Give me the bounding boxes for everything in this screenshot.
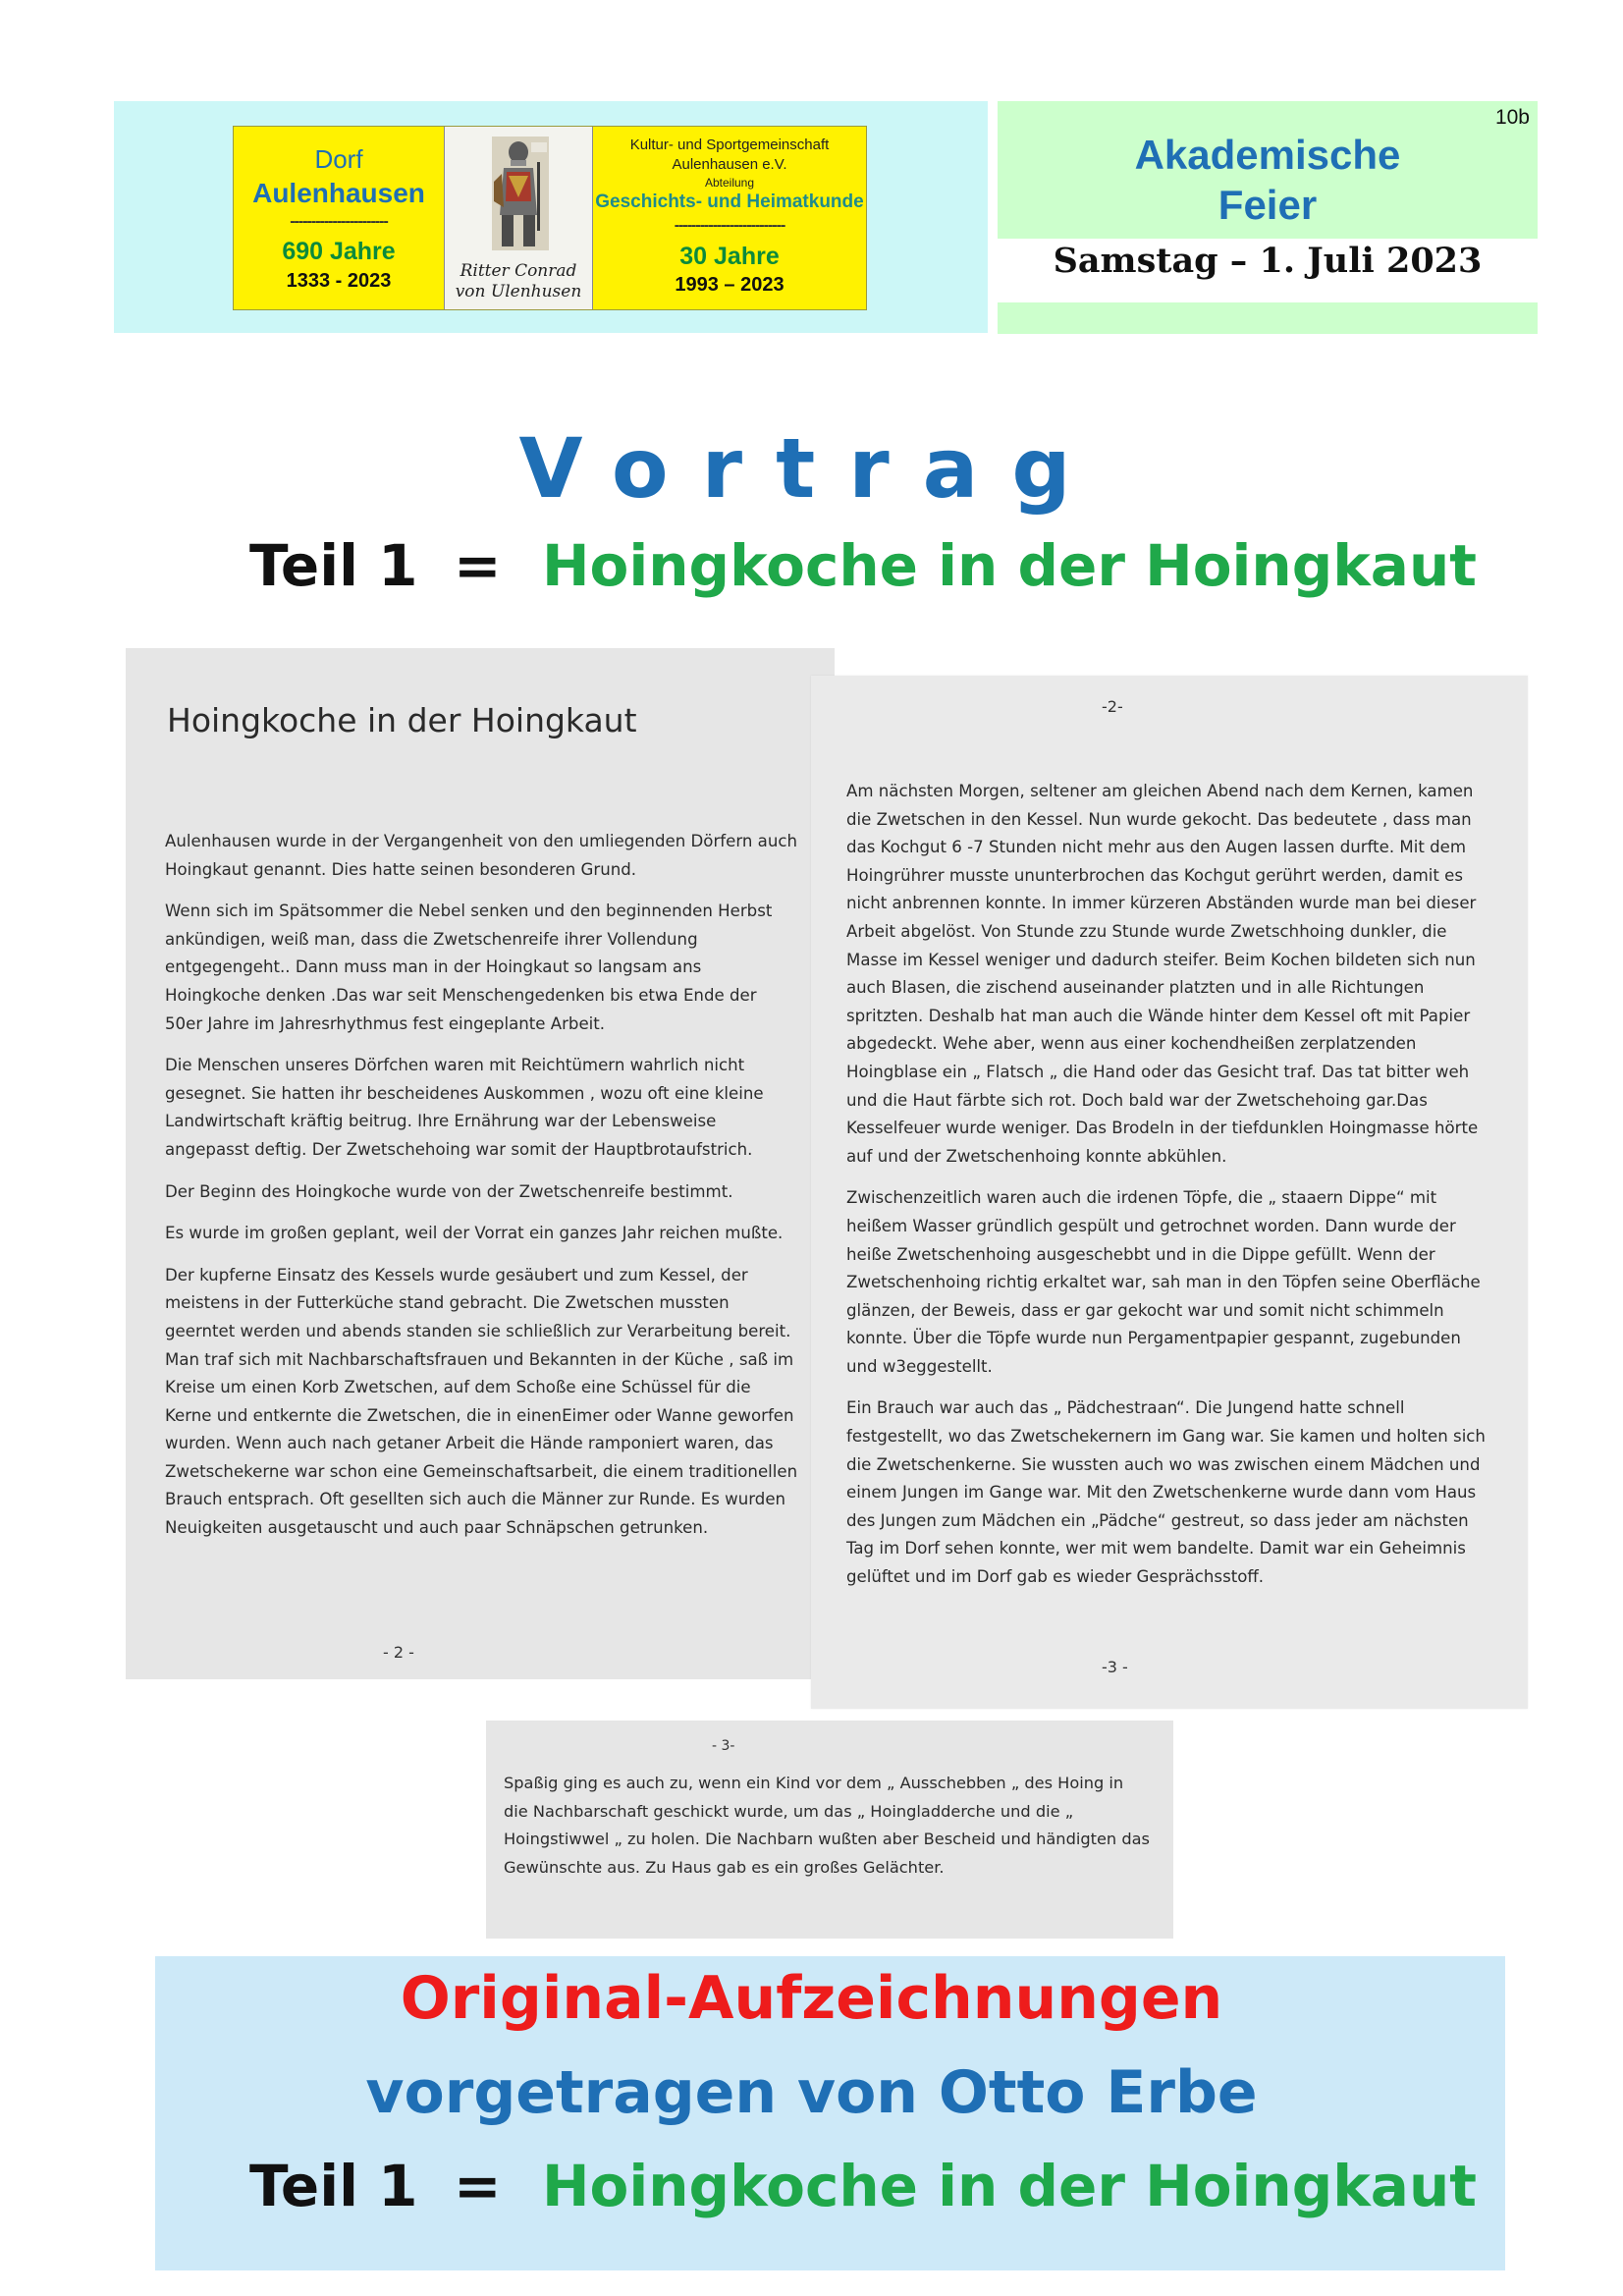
footer-presenter: vorgetragen von Otto Erbe (365, 2058, 1258, 2127)
scan1-paragraph: Der Beginn des Hoingkoche wurde von der Zwetschenreife bestimmt. (165, 1181, 733, 1201)
scan1-paragraph: Wenn sich im Spätsommer die Nebel senken und den beginnenden Herbst ankündigen, weiß man, dass die Zwetschenreife ihrer Vollendung entgegengeht.. Dann muss man in der Hoingkaut so langsam ans Hoingkoche denken .Das war seit Menschengedenken bis etwa Ende der 50er Jahre im Jahresrhythmus fest eingeplante Arbeit. (165, 902, 773, 1033)
talk-part-name: Hoingkoche in der Hoingkaut (542, 532, 1477, 599)
scan-page-title: Hoingkoche in der Hoingkaut (167, 701, 637, 739)
scan-page-number: - 2 - (383, 1643, 414, 1662)
scan2-paragraph: Ein Brauch war auch das „ Pädchestraan“. Die Jungend hatte schnell festgestellt, wo das Zwetschekernern im Gang war. Sie kamen und holten sich die Zwetschenkerne. Sie wussten auch wo was zwischen einem Mädchen und einem Jungen im Gange war. Mit den Zwetschenkerne wurde dann vom Haus des Jungen zum Mädchen ein „Pädche“ gestreut, so dass jeder am nächsten Tag im Dorf sehen konnte, wer mit wem bandelte. Damit war ein Geheimnis gelüftet und im Dorf gab es wieder Gesprächsstoff. (846, 1398, 1486, 1587)
scan2-paragraph: Am nächsten Morgen, seltener am gleichen Abend nach dem Kernen, kamen die Zwetschen in den Kessel. Nun wurde gekocht. Das bedeutete , dass man das Kochgut 6 -7 Stunden nicht mehr aus den Augen lassen durfte. Mit dem Hoingrührer musste ununterbrochen das Kochgut gerührt werden, damit es nicht anbrennen konnte. In immer kürzeren Abständen wurde man bei dieser Arbeit abgelöst. Von Stunde zzu Stunde wurde Zwetschhoing dunkler, die Masse im Kessel weniger und dadurch steifer. Beim Kochen bildeten sich nun auch Blasen, die zischend auseinander platzten und in alle Richtungen spritzten. Deshalb hat man auch die Wände hinter dem Kessel oft mit Papier abgedeckt. Wehe aber, wenn aus einer kochendheißen zerplatzenden Hoingblase ein „ Flatsch „ die Hand oder das Gesicht traf. Das tat bitter weh und die Haut färbte sich rot. Doch bald war der Zwetschehoing gar.Das Kesselfeuer wurde weniger. Das Brodeln in der tiefdunklen Hoingmasse hörte auf und der Zwetschenhoing konnte abkühlen. (846, 782, 1479, 1166)
scan1-paragraph: Der kupferne Einsatz des Kessels wurde gesäubert und zum Kessel, der meistens in der Futterküche stand gebracht. Die Zwetschen mussten geerntet werden und abends standen sie schließlich zur Verarbeitung bereit. Man traf sich mit Nachbarschaftsfrauen und Bekannten in der Küche , saß im Kreise um einen Korb Zwetschen, auf dem Schoße eine Schüssel für die Kerne und entkernte die Zwetschen, die in einenEimer oder Wanne geworfen wurden. Wenn auch nach getaner Arbeit die Hände ramponiert waren, das Zwetschekerne war schon eine Gemeinschaftsarbeit, die einem traditionellen Brauch entsprach. Oft gesellten sich auch die Männer zur Runde. Es wurden Neuigkeiten ausgetauscht und auch paar Schnäpschen getrunken. (165, 1265, 798, 1538)
talk-part-line (0, 532, 1623, 611)
knight-icon (445, 133, 592, 260)
footer-part-name: Hoingkoche in der Hoingkaut (542, 2153, 1477, 2219)
logo-divider: -------------------------- (674, 217, 785, 234)
event-title-line1: Akademische (1134, 132, 1401, 178)
scan3-paragraph: Spaßig ging es auch zu, wenn ein Kind vor dem „ Ausschebben „ des Hoing in die Nachbarschaft geschickt wurde, um das „ Hoingladderche und die „ Hoingstiwwel „ zu holen. Die Nachbarn wußten aber Bescheid und händigten das Gewünschte aus. Zu Haus gab es ein großes Gelächter. (504, 1774, 1150, 1877)
footer-part-line (0, 2153, 1623, 2231)
scan2-paragraph: Zwischenzeitlich waren auch die irdenen Töpfe, die „ staaern Dippe“ mit heißem Wasser gründlich gespült und getrochnet worden. Dann wurde der heiße Zwetschenhoing ausgeschebbt und in die Dippe gefüllt. Wenn der Zwetschenhoing richtig erkaltet war, sah man in den Töpfen seine Oberfläche glänzen, der Beweis, dass er gar gekocht war und somit nicht schimmeln konnte. Über die Töpfe wurde nun Pergamentpapier gespannt, zugebunden und w3eggestellt. (846, 1188, 1481, 1376)
logo-village-block (234, 127, 444, 309)
page-code: 10b (1494, 106, 1530, 129)
logo-club-block (593, 127, 866, 309)
scanned-page-3 (486, 1721, 1173, 1939)
scan-top-number: - 3- (712, 1738, 735, 1754)
scan-top-number: -2- (1102, 697, 1123, 716)
event-title (998, 130, 1538, 230)
logo-village-label: Dorf (314, 144, 363, 174)
scanned-page-2 (811, 676, 1528, 1709)
talk-part-label: Teil 1 (249, 532, 418, 599)
logo-village-span: 1333 - 2023 (286, 270, 392, 292)
knight-caption-line1: Ritter Conrad (460, 261, 577, 281)
scan1-paragraph: Es wurde im großen geplant, weil der Vorrat ein ganzes Jahr reichen mußte. (165, 1224, 784, 1243)
logo-club-assoc: Aulenhausen e.V. (672, 156, 787, 173)
logo-club-name: Kultur- und Sportgemeinschaft (629, 137, 830, 153)
footer-part-equals: = (454, 2153, 502, 2219)
scan-page-2-body (846, 778, 1494, 1606)
logo-club-abteilung: Abteilung (704, 176, 755, 190)
scanned-page-1 (126, 648, 835, 1679)
scan-page-1-body (165, 828, 798, 1557)
logo-club-department: Geschichts- und Heimatkunde (595, 191, 864, 212)
scan-page-3-body (504, 1770, 1152, 1895)
event-footer-strip (998, 302, 1538, 334)
event-date: Samstag – 1. Juli 2023 (1053, 241, 1483, 281)
scan1-paragraph: Aulenhausen wurde in der Vergangenheit von den umliegenden Dörfern auch Hoingkaut genannt. Dies hatte seinen besonderen Grund. (165, 832, 797, 879)
logo-divider: ----------------------- (290, 213, 388, 230)
logo-village-years: 690 Jahre (282, 238, 396, 265)
scan1-paragraph: Die Menschen unseres Dörfchen waren mit Reichtümern wahrlich nicht gesegnet. Sie hatten ihr bescheidenes Auskommen , wozu oft eine kleine Landwirtschaft kräftig beitrug. Ihre Ernährung war der Lebensweise angepasst deftig. Der Zwetschehoing war somit der Hauptbrotaufstrich. (165, 1056, 764, 1159)
logo-knight-block (444, 127, 593, 309)
talk-part-equals: = (454, 532, 502, 599)
logo-village-name: Aulenhausen (252, 178, 425, 208)
footer-title: Original-Aufzeichnungen (400, 1964, 1223, 2033)
logo-club-years: 30 Jahre (679, 243, 780, 270)
event-title-line2: Feier (1217, 182, 1318, 228)
logo-club-span: 1993 – 2023 (675, 274, 784, 296)
knight-caption-line2: von Ulenhusen (455, 282, 582, 301)
talk-title: Vortrag (518, 420, 1105, 517)
club-logo (233, 126, 867, 310)
footer-part-label: Teil 1 (249, 2153, 418, 2219)
scan-page-number: -3 - (1102, 1658, 1128, 1676)
